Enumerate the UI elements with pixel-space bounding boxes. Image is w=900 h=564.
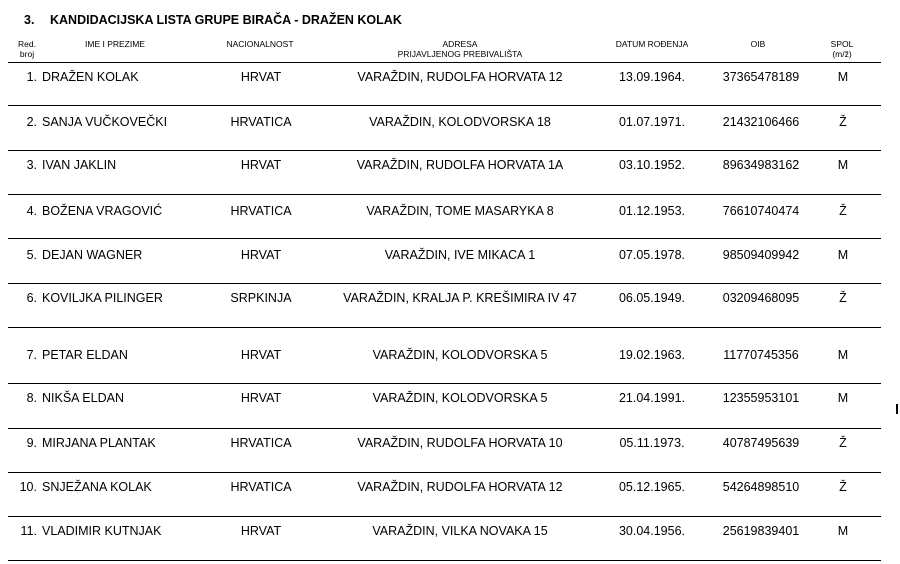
row-number: 5. <box>26 248 37 262</box>
birth-date: 06.05.1949. <box>618 291 686 305</box>
oib: 76610740474 <box>722 204 800 218</box>
sex: M <box>837 391 849 405</box>
oib: 37365478189 <box>722 70 800 84</box>
oib: 89634983162 <box>722 158 800 172</box>
header-spol-line2: (m/ž) <box>832 49 852 59</box>
header-adresa-line2: PRIJAVLJENOG PREBIVALIŠTA <box>397 49 523 59</box>
address: VARAŽDIN, KOLODVORSKA 5 <box>372 348 548 362</box>
candidate-name-cell <box>8 348 128 362</box>
nationality: HRVAT <box>240 524 282 538</box>
header-adresa-line1: ADRESA <box>442 39 478 49</box>
oib: 21432106466 <box>722 115 800 129</box>
table-row <box>8 428 881 473</box>
list-title-text: KANDIDACIJSKA LISTA GRUPE BIRAČA - DRAŽEN KOLAK <box>50 13 402 27</box>
nationality: HRVATICA <box>230 115 292 129</box>
candidate-name-cell <box>8 248 142 262</box>
nationality: HRVAT <box>240 391 282 405</box>
address: VARAŽDIN, KOLODVORSKA 5 <box>372 391 548 405</box>
table-row <box>8 383 881 429</box>
address: VARAŽDIN, KRALJA P. KREŠIMIRA IV 47 <box>343 291 577 305</box>
nationality: HRVAT <box>240 158 282 172</box>
nationality: HRVAT <box>240 70 282 84</box>
row-number: 10. <box>19 480 37 494</box>
row-number: 3. <box>26 158 37 172</box>
nationality: SRPKINJA <box>230 291 292 305</box>
candidate-name: KOVILJKA PILINGER <box>42 291 163 305</box>
sex: M <box>837 158 849 172</box>
birth-date: 01.07.1971. <box>618 115 686 129</box>
candidate-name-cell <box>8 480 152 494</box>
birth-date: 03.10.1952. <box>618 158 686 172</box>
oib: 12355953101 <box>722 391 800 405</box>
edge-mark <box>896 404 898 414</box>
address: VARAŽDIN, KOLODVORSKA 18 <box>369 115 551 129</box>
nationality: HRVATICA <box>230 204 292 218</box>
candidate-name-cell <box>8 115 167 129</box>
sex: Ž <box>839 480 847 494</box>
row-number: 1. <box>26 70 37 84</box>
header-spol <box>822 39 862 59</box>
header-adresa <box>370 39 550 59</box>
birth-date: 05.12.1965. <box>618 480 686 494</box>
list-number: 3. <box>24 13 35 27</box>
candidate-name-cell <box>8 524 161 538</box>
address: VARAŽDIN, RUDOLFA HORVATA 12 <box>357 70 563 84</box>
oib: 98509409942 <box>722 248 800 262</box>
candidate-name: PETAR ELDAN <box>42 348 128 362</box>
row-number: 9. <box>26 436 37 450</box>
header-oib: OIB <box>750 39 766 49</box>
header-nacionalnost: NACIONALNOST <box>226 39 294 49</box>
candidate-name-cell <box>8 291 163 305</box>
table-row <box>8 194 881 239</box>
candidate-name: DEJAN WAGNER <box>42 248 143 262</box>
sex: Ž <box>839 204 847 218</box>
candidate-name-cell <box>8 391 124 405</box>
address: VARAŽDIN, RUDOLFA HORVATA 10 <box>357 436 563 450</box>
table-row <box>8 238 881 284</box>
address: VARAŽDIN, IVE MIKACA 1 <box>384 248 536 262</box>
row-number: 7. <box>26 348 37 362</box>
oib: 03209468095 <box>722 291 800 305</box>
table-row <box>8 283 881 328</box>
address: VARAŽDIN, TOME MASARYKA 8 <box>366 204 554 218</box>
sex: M <box>837 248 849 262</box>
nationality: HRVATICA <box>230 436 292 450</box>
address: VARAŽDIN, RUDOLFA HORVATA 1A <box>356 158 564 172</box>
candidate-name: NIKŠA ELDAN <box>42 391 124 405</box>
birth-date: 05.11.1973. <box>619 436 685 450</box>
candidate-name-cell <box>8 158 116 172</box>
birth-date: 19.02.1963. <box>618 348 686 362</box>
oib: 11770745356 <box>723 348 799 362</box>
candidate-name: BOŽENA VRAGOVIĆ <box>42 204 163 218</box>
header-red-broj-line1: Red. <box>18 39 36 49</box>
birth-date: 07.05.1978. <box>618 248 686 262</box>
candidate-name-cell <box>8 204 162 218</box>
candidate-name: MIRJANA PLANTAK <box>42 436 156 450</box>
oib: 25619839401 <box>722 524 800 538</box>
header-datum: DATUM ROĐENJA <box>615 39 689 49</box>
row-number: 4. <box>26 204 37 218</box>
sex: Ž <box>839 436 847 450</box>
candidate-name-cell <box>8 436 156 450</box>
table-row <box>8 150 881 195</box>
header-ime: IME I PREZIME <box>85 39 145 49</box>
candidate-name: IVAN JAKLIN <box>42 158 117 172</box>
table-row <box>8 327 881 384</box>
candidate-name: DRAŽEN KOLAK <box>42 70 139 84</box>
table-row <box>8 63 881 106</box>
row-number: 2. <box>26 115 37 129</box>
row-number: 8. <box>26 391 37 405</box>
header-red-broj <box>12 39 42 59</box>
list-title <box>24 13 402 27</box>
header-spol-line1: SPOL <box>830 39 854 49</box>
row-number: 6. <box>26 291 37 305</box>
sex: M <box>837 524 849 538</box>
oib: 40787495639 <box>722 436 800 450</box>
row-number: 11. <box>20 524 37 538</box>
nationality: HRVAT <box>240 248 282 262</box>
birth-date: 13.09.1964. <box>618 70 686 84</box>
candidate-name: VLADIMIR KUTNJAK <box>42 524 162 538</box>
address: VARAŽDIN, VILKA NOVAKA 15 <box>372 524 548 538</box>
birth-date: 01.12.1953. <box>618 204 686 218</box>
birth-date: 30.04.1956. <box>618 524 686 538</box>
sex: M <box>837 70 849 84</box>
header-red-broj-line2: broj <box>19 49 35 59</box>
address: VARAŽDIN, RUDOLFA HORVATA 12 <box>357 480 563 494</box>
oib: 54264898510 <box>722 480 800 494</box>
table-row <box>8 472 881 517</box>
candidate-name: SNJEŽANA KOLAK <box>42 480 152 494</box>
sex: M <box>837 348 849 362</box>
candidate-name-cell <box>8 70 139 84</box>
nationality: HRVATICA <box>230 480 292 494</box>
birth-date: 21.04.1991. <box>618 391 686 405</box>
sex: Ž <box>839 291 847 305</box>
table-row <box>8 516 881 561</box>
nationality: HRVAT <box>240 348 282 362</box>
sex: Ž <box>839 115 847 129</box>
table-row <box>8 105 881 151</box>
candidate-name: SANJA VUČKOVEČKI <box>42 115 168 129</box>
